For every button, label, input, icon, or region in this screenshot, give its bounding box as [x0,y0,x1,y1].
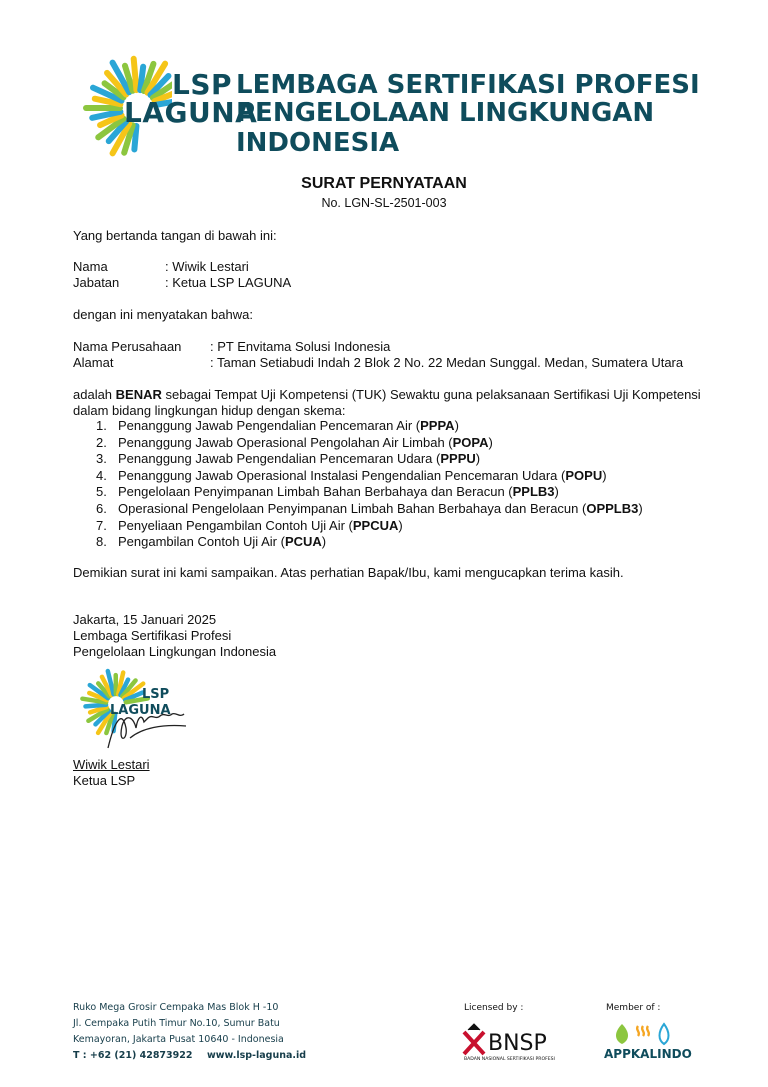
statement-line1: adalah BENAR sebagai Tempat Uji Kompetensi (TUK) Sewaktu guna pelaksanaan Sertifikasi Uji Kompetensi [73,387,701,402]
scheme-list [96,418,643,551]
scheme-code: PPPA [420,418,455,433]
footer-address-2: Jl. Cempaka Putih Timur No.10, Sumur Batu [73,1018,280,1029]
intro-text: Yang bertanda tangan di bawah ini: [73,228,277,243]
closing-text: Demikian surat ini kami sampaikan. Atas perhatian Bapak/Ibu, kami mengucapkan terima kasih. [73,565,624,580]
declare-text: dengan ini menyatakan bahwa: [73,307,253,322]
scheme-code: POPU [565,467,603,483]
org-name-2: Pengelolaan Lingkungan Indonesia [73,644,277,659]
statement-line2: dalam bidang lingkungan hidup dengan skema: [73,403,346,418]
footer-address-3: Kemayoran, Jakarta Pusat 10640 - Indonesia [73,1034,284,1045]
signer-title: Ketua LSP [73,773,136,788]
scheme-text: Penanggung Jawab Pengendalian Pencemaran Air (PPPA) [118,418,459,433]
scheme-text: Pengelolaan Penyimpanan Limbah Bahan Berbahaya dan Beracun (PPLB3) [118,484,559,500]
scheme-item [96,451,643,468]
logo-lsp-text: LSP [172,68,233,101]
footer-address-1: Ruko Mega Grosir Cempaka Mas Blok H -10 [73,1002,279,1013]
appkalindo-text: APPKALINDO [604,1047,692,1061]
scheme-number: 1. [96,418,107,433]
licensed-by-label: Licensed by : [464,1003,524,1013]
statement-emphasis: BENAR [115,387,162,402]
scheme-number: 6. [96,500,107,516]
field-label-address: Alamat [73,355,114,370]
stamp-lsp-text: LSP [142,687,170,702]
document-title: SURAT PERNYATAAN [301,175,467,192]
signature-stamp [72,668,192,754]
scheme-item [96,418,643,435]
scheme-number: 4. [96,467,107,483]
scheme-text: Penanggung Jawab Pengendalian Pencemaran Udara (PPPU) [118,451,481,467]
field-value-company: : PT Envitama Solusi Indonesia [210,339,391,354]
scheme-item [96,484,643,501]
scheme-code: PPLB3 [512,484,555,500]
org-name-1: Lembaga Sertifikasi Profesi [73,628,232,643]
org-name-line1: LEMBAGA SERTIFIKASI PROFESI [236,70,700,100]
scheme-item [96,468,643,485]
footer-website-link[interactable]: www.lsp-laguna.id [207,1050,307,1061]
stamp-laguna-text: LAGUNA [110,703,171,718]
field-value-name: : Wiwik Lestari [165,259,249,274]
signer-name: Wiwik Lestari [73,757,150,772]
scheme-item [96,435,643,452]
field-label-company: Nama Perusahaan [73,339,182,354]
scheme-text: Pengambilan Contoh Uji Air (PCUA) [118,534,327,550]
signature-icon [108,714,186,748]
scheme-number: 2. [96,434,107,450]
scheme-item [96,501,643,518]
scheme-number: 7. [96,517,107,533]
place-date: Jakarta, 15 Januari 2025 [73,612,217,627]
bnsp-logo-icon [462,1018,568,1062]
scheme-number: 3. [96,451,107,467]
logo-laguna-text: LAGUNA [124,96,258,129]
scheme-number: 5. [96,484,107,500]
scheme-text: Operasional Pengelolaan Penyimpanan Limbah Bahan Berbahaya dan Beracun (OPPLB3) [118,500,643,516]
appkalindo-logo-icon [602,1018,698,1062]
logo-ray [85,705,106,707]
field-label-position: Jabatan [73,275,120,290]
scheme-code: OPPLB3 [586,500,639,516]
scheme-text: Penanggung Jawab Operasional Pengolahan Air Limbah (POPA) [118,434,493,450]
bnsp-subtext: BADAN NASIONAL SERTIFIKASI PROFESI [464,1057,555,1062]
org-name-line2: PENGELOLAAN LINGKUNGAN INDONESIA [236,98,655,158]
scheme-text: Penyeliaan Pengambilan Contoh Uji Air (PPCUA) [118,517,403,533]
field-value-position: : Ketua LSP LAGUNA [165,275,292,290]
scheme-code: PCUA [284,534,322,550]
member-of-label: Member of : [606,1003,661,1013]
footer-phone: T : +62 (21) 42873922 [73,1050,193,1061]
logo-ray [134,59,137,90]
scheme-text: Penanggung Jawab Operasional Instalasi Pengendalian Pencemaran Udara (POPU) [118,467,607,483]
scheme-number: 8. [96,534,107,550]
scheme-item [96,534,643,551]
scheme-code: PPPU [440,451,476,467]
scheme-code: PPCUA [352,517,399,533]
field-label-name: Nama [73,259,108,274]
logo-ray [134,126,136,150]
document-number: No. LGN-SL-2501-003 [321,196,447,210]
scheme-item [96,518,643,535]
bnsp-text: BNSP [488,1031,547,1056]
scheme-code: POPA [452,434,489,450]
field-value-address: : Taman Setiabudi Indah 2 Blok 2 No. 22 Medan Sunggal. Medan, Sumatera Utara [210,355,684,370]
